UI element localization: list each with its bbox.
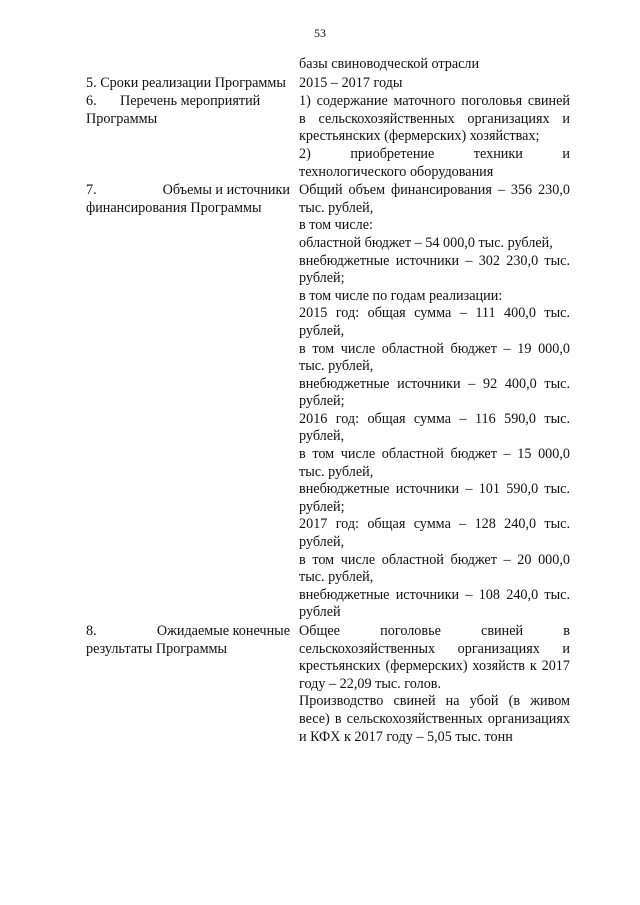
row-title-continuation: Программы: [86, 110, 158, 127]
row-title: Сроки реализации Программы: [100, 74, 286, 91]
row-content-cell: [299, 75, 570, 93]
row-content-paragraph: 1) содержание маточного поголовья свиней в сельскохозяйственных организациях и крестьянских (фермерских) хозяйствах;: [299, 93, 570, 145]
row-content-cell: [299, 182, 570, 622]
row-content-paragraph: 2017 год: общая сумма – 128 240,0 тыс. рублей,: [299, 516, 570, 551]
row-content-paragraph: Общий объем финансирования – 356 230,0 тыс. рублей,: [299, 182, 570, 216]
row-content-paragraph: базы свиноводческой отрасли: [299, 56, 480, 72]
row-content-paragraph: Общее поголовье свиней в сельскохозяйственных организациях и крестьянских (фермерских) хозяйств к 2017 году – 22,09 тыс. голов.: [299, 623, 570, 692]
row-number: 5.: [86, 74, 97, 91]
row-content-paragraph: 2016 год: общая сумма – 116 590,0 тыс. рублей,: [299, 410, 570, 445]
row-title-continuation: финансирования Программы: [86, 199, 262, 216]
table-row-continuation: [86, 56, 570, 74]
row-title: Перечень мероприятий: [120, 93, 261, 110]
row-content-paragraph: областной бюджет – 54 000,0 тыс. рублей,: [299, 234, 553, 251]
row-number: 7.: [86, 182, 97, 199]
row-number: 6.: [86, 93, 97, 110]
row-content-paragraph: в том числе областной бюджет – 20 000,0 тыс. рублей,: [299, 551, 570, 586]
table-row-8: [86, 623, 570, 746]
row-title-cell: [86, 75, 299, 93]
row-title-cell: [86, 623, 299, 746]
row-content-paragraph: внебюджетные источники – 92 400,0 тыс. рублей;: [299, 375, 570, 410]
row-content-paragraph: внебюджетные источники – 302 230,0 тыс. рублей;: [299, 252, 570, 287]
row-content-paragraph: внебюджетные источники – 108 240,0 тыс. рублей: [299, 586, 570, 621]
row-title-cell: [86, 182, 299, 622]
row-content-cell: [299, 56, 570, 74]
table-row-5: [86, 75, 570, 93]
table-row-6: [86, 93, 570, 181]
row-content-paragraph: 2) приобретение техники и технологического оборудования: [299, 145, 570, 180]
row-content-paragraph: в том числе по годам реализации:: [299, 287, 503, 304]
row-title-cell: [86, 56, 299, 74]
table-row-7: [86, 182, 570, 622]
row-content-paragraph: в том числе:: [299, 217, 373, 234]
row-content-paragraph: 2015 – 2017 годы: [299, 74, 403, 91]
row-title-cell: [86, 93, 299, 181]
program-passport-table: [86, 56, 570, 747]
row-content-cell: [299, 623, 570, 746]
row-content-paragraph: в том числе областной бюджет – 19 000,0 тыс. рублей,: [299, 340, 570, 375]
row-title: Ожидаемые конечные: [156, 623, 290, 639]
row-content-paragraph: Производство свиней на убой (в живом весе) в сельскохозяйственных организациях и КФХ к 2017 году – 5,05 тыс. тонн: [299, 693, 570, 745]
row-content-paragraph: в том числе областной бюджет – 15 000,0 тыс. рублей,: [299, 446, 570, 480]
row-content-paragraph: внебюджетные источники – 101 590,0 тыс. рублей;: [299, 481, 570, 515]
page-number: 53: [314, 26, 326, 40]
row-title-continuation: результаты Программы: [86, 640, 228, 657]
row-title: Объемы и источники: [162, 182, 290, 199]
row-content-cell: [299, 93, 570, 181]
row-number: 8.: [86, 623, 97, 639]
row-content-paragraph: 2015 год: общая сумма – 111 400,0 тыс. рублей,: [299, 305, 570, 339]
